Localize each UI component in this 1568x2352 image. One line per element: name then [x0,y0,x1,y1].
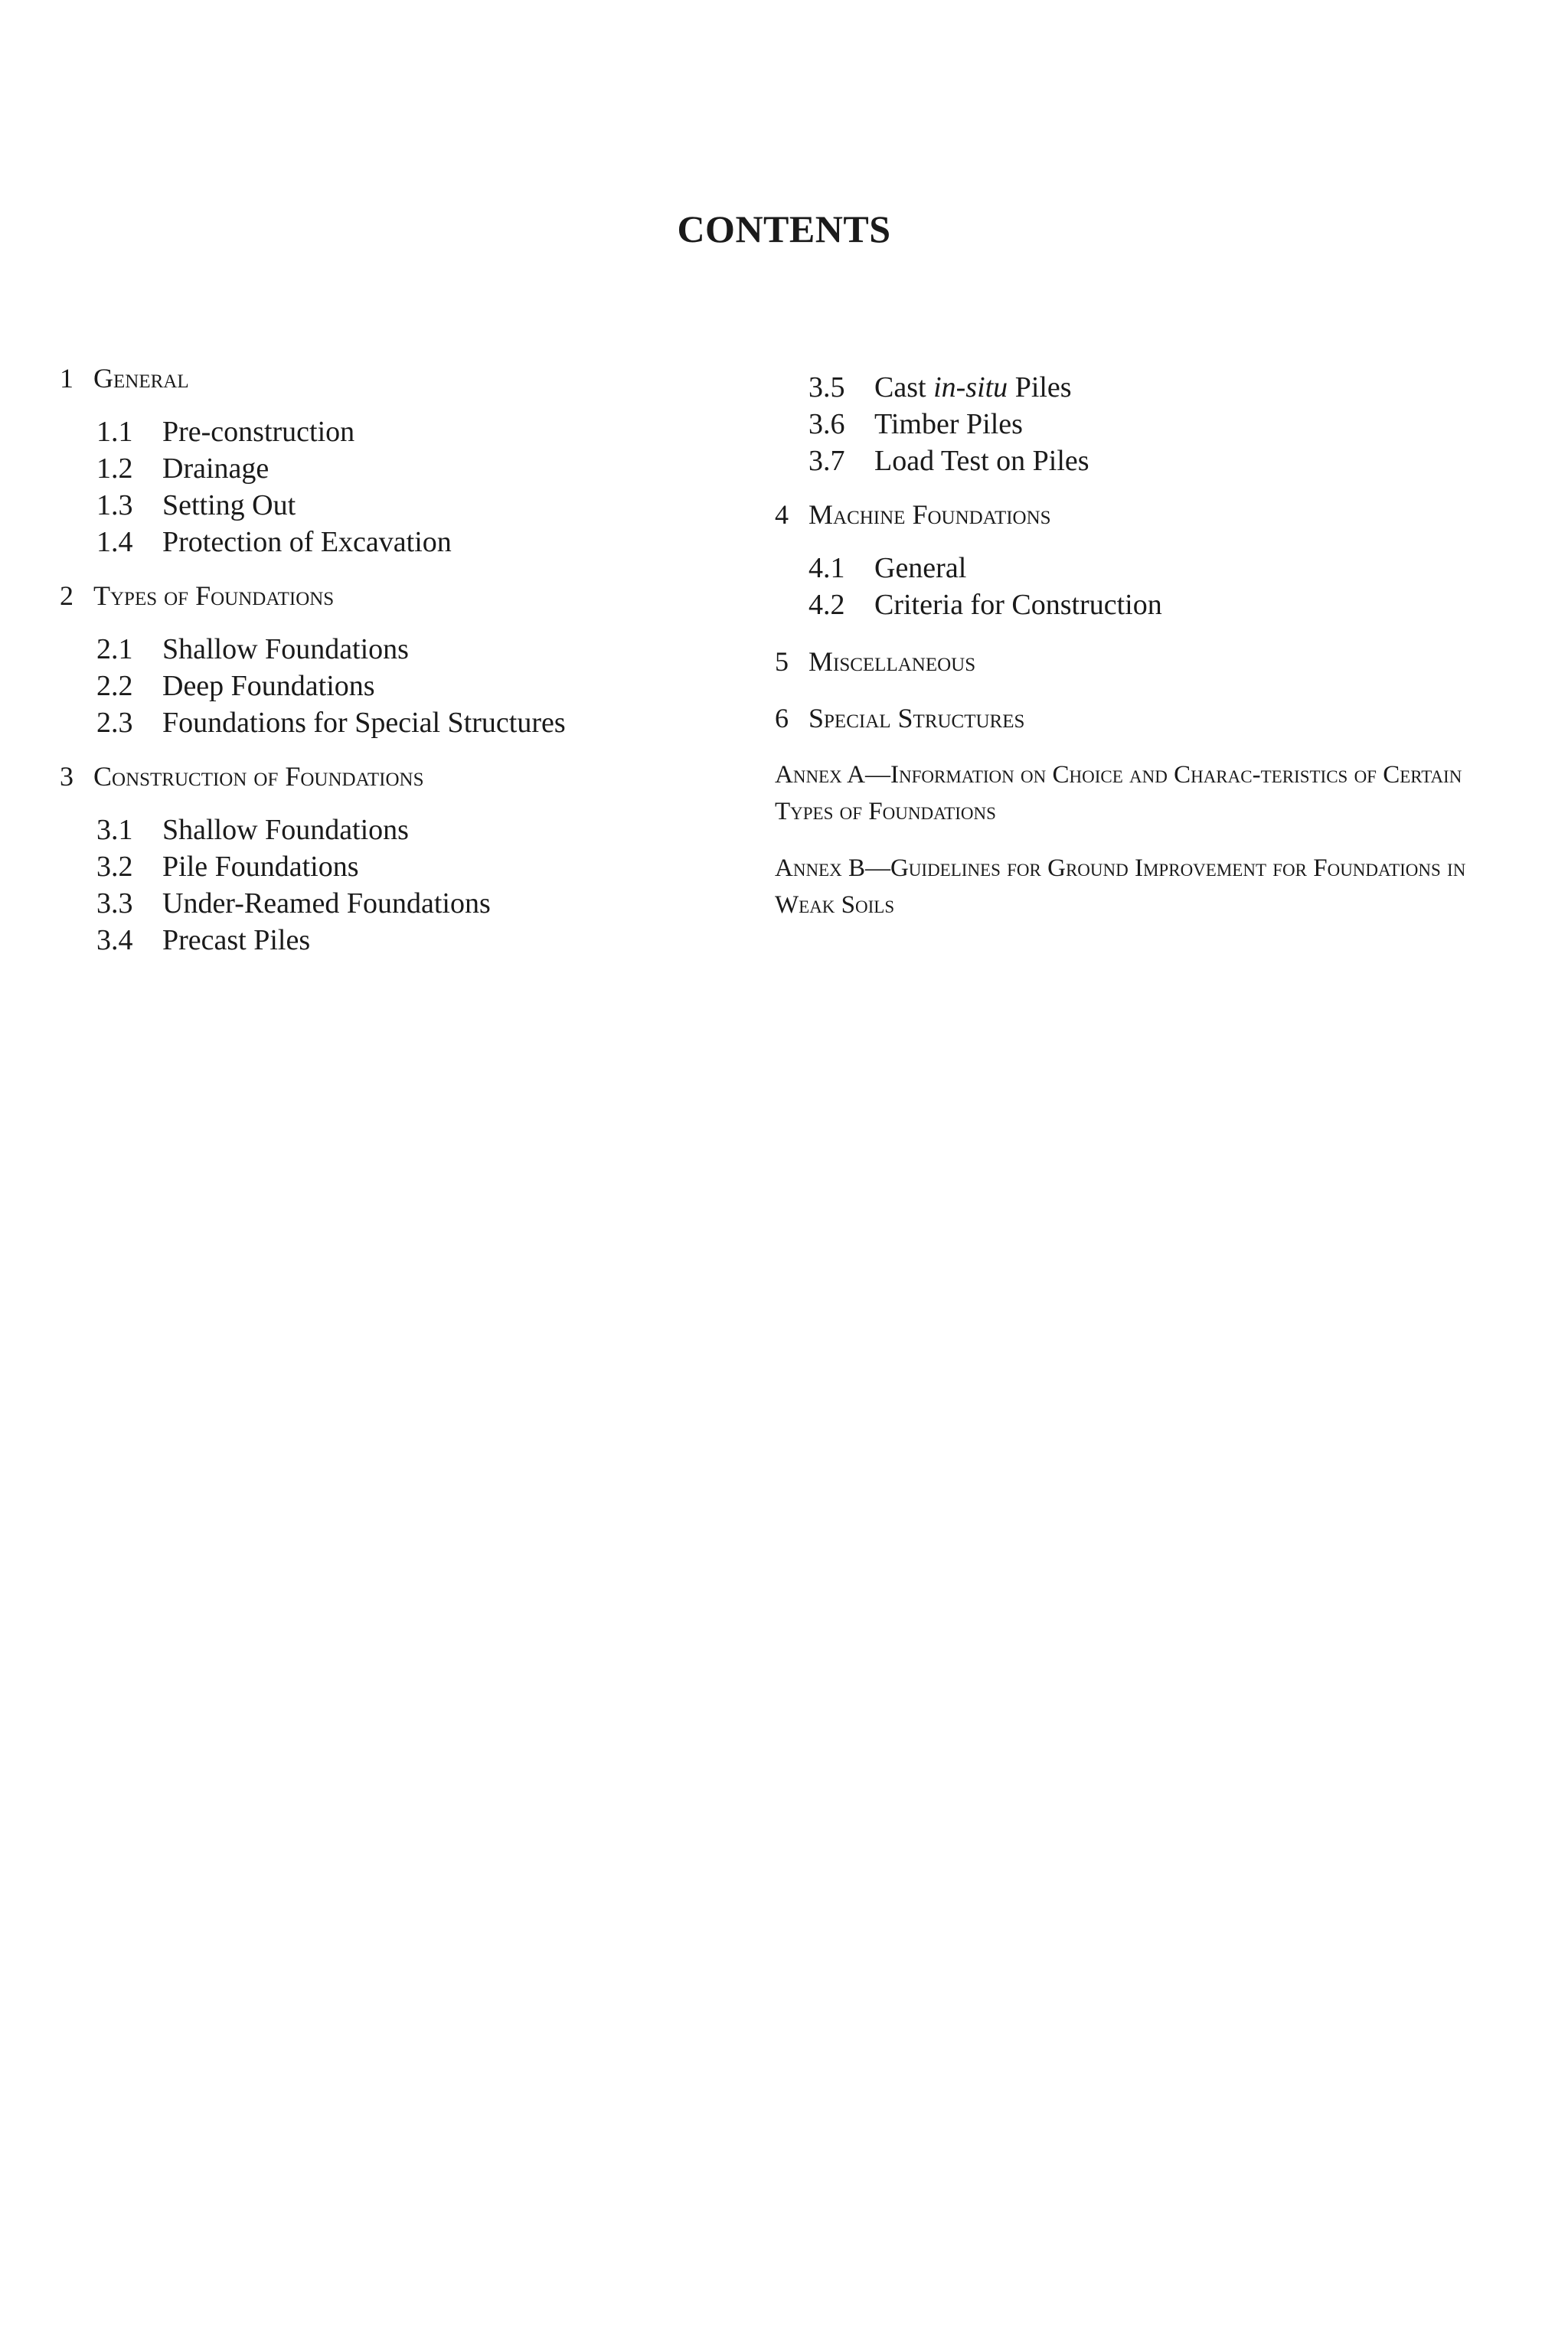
section-label: Miscellaneous [808,646,976,677]
section-number: 2 [60,580,74,611]
section-label: Types of Foundations [93,580,335,611]
toc-item-3-6[interactable]: 3.6 Timber Piles [808,408,1023,440]
toc-item-1-3[interactable]: 1.3 Setting Out [96,489,296,521]
toc-section-2[interactable] [60,577,749,614]
toc-section-6[interactable] [775,700,1510,737]
toc-item-3-2[interactable]: 3.2 Pile Foundations [96,851,359,883]
section-number: 6 [775,703,789,733]
section-label: Construction of Foundations [93,761,424,792]
section-number: 4 [775,499,789,530]
toc-item-1-4[interactable]: 1.4 Protection of Excavation [96,526,452,558]
toc-item-4-2[interactable]: 4.2 Criteria for Construction [808,589,1162,621]
toc-item-2-3[interactable]: 2.3 Foundations for Special Structures [96,707,566,739]
toc-item-3-5[interactable]: 3.5 Cast in-situ Piles [808,371,1072,403]
page-title: CONTENTS [677,207,891,250]
contents-right-column [775,369,1510,923]
section-label: General [93,363,189,394]
section-number: 3 [60,761,74,792]
toc-item-4-1[interactable]: 4.1 General [808,552,967,584]
section-number: 1 [60,363,74,394]
toc-item-3-3[interactable]: 3.3 Under-Reamed Foundations [96,887,491,920]
contents-left-column [60,360,749,959]
toc-item-1-1[interactable]: 1.1 Pre-construction [96,416,355,448]
section-number: 5 [775,646,789,677]
toc-section-4[interactable] [775,496,1510,533]
toc-section-5[interactable] [775,643,1510,680]
toc-item-3-4[interactable]: 3.4 Precast Piles [96,924,311,956]
toc-item-2-1[interactable]: 2.1 Shallow Foundations [96,633,409,665]
toc-item-1-2[interactable]: 1.2 Drainage [96,452,270,485]
toc-section-3[interactable] [60,758,749,795]
toc-item-3-7[interactable]: 3.7 Load Test on Piles [808,445,1089,477]
toc-annex-b[interactable]: Annex B—Guidelines for Ground Improvement for Foundations in Weak Soils [775,854,1466,919]
section-label: Machine Foundations [808,499,1051,530]
toc-item-2-2[interactable]: 2.2 Deep Foundations [96,670,375,702]
toc-section-1[interactable] [60,360,749,397]
toc-item-3-1[interactable]: 3.1 Shallow Foundations [96,814,409,846]
section-label: Special Structures [808,703,1025,733]
toc-annex-a[interactable]: Annex A—Information on Choice and Charac-teristics of Certain Types of Foundations [775,761,1462,825]
